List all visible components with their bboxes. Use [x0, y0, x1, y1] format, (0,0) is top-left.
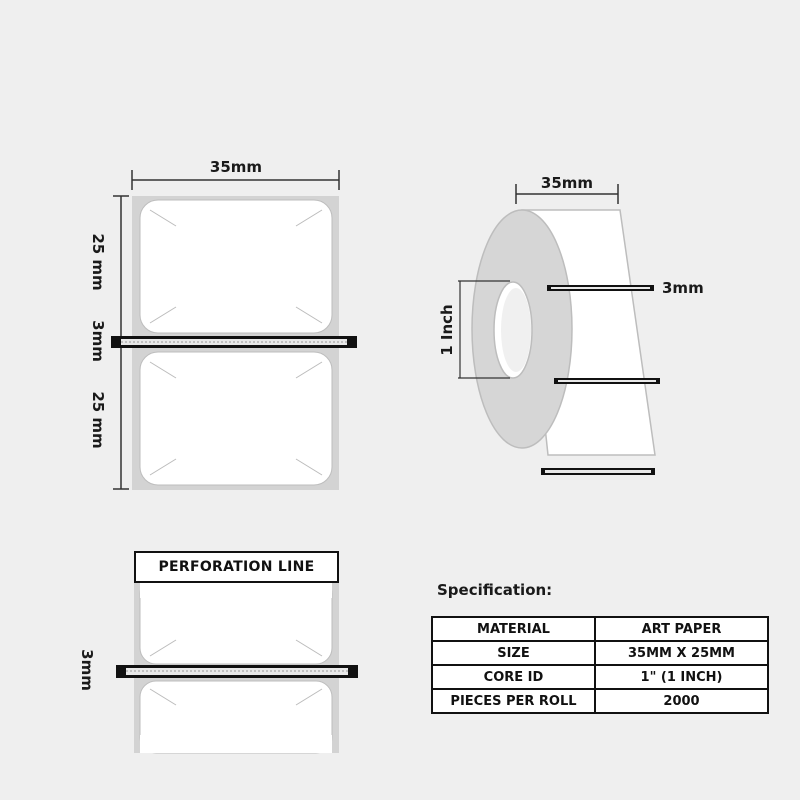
- label-bottom: [140, 352, 332, 485]
- table-row: [432, 665, 768, 689]
- width-label: 35mm: [209, 158, 263, 176]
- roll-view: [438, 174, 704, 475]
- roll-gap-marker-inner: [545, 470, 651, 473]
- spec-key: SIZE: [432, 641, 595, 665]
- roll-core-inner: [501, 288, 531, 372]
- table-row: [432, 641, 768, 665]
- spec-value: 2000: [595, 689, 768, 713]
- label-height-top-text: 25 mm: [89, 233, 107, 291]
- perforation-line-title: PERFORATION LINE: [134, 551, 339, 583]
- roll-gap-label: 3mm: [662, 279, 704, 297]
- perf-label-bottom-cover: [140, 735, 332, 753]
- perforation-detail: [78, 578, 358, 753]
- roll-gap-marker-inner: [558, 380, 656, 382]
- roll-width-label: 35mm: [540, 174, 594, 192]
- spec-key: PIECES PER ROLL: [432, 689, 595, 713]
- spec-value: 1" (1 INCH): [595, 665, 768, 689]
- label-height-bottom-text: 25 mm: [89, 391, 107, 449]
- perf-gap-label: 3mm: [78, 649, 96, 691]
- table-row: [432, 689, 768, 713]
- label-front-view: [89, 158, 357, 490]
- spec-key: CORE ID: [432, 665, 595, 689]
- table-row: [432, 617, 768, 641]
- spec-value: 35MM X 25MM: [595, 641, 768, 665]
- roll-gap-marker-inner: [551, 287, 650, 289]
- core-label: 1 Inch: [438, 304, 456, 356]
- gap-height-text: 3mm: [89, 320, 107, 362]
- specification-table: [431, 616, 769, 714]
- spec-key: MATERIAL: [432, 617, 595, 641]
- specification-title: Specification:: [437, 581, 553, 599]
- spec-value: ART PAPER: [595, 617, 768, 641]
- label-top: [140, 200, 332, 333]
